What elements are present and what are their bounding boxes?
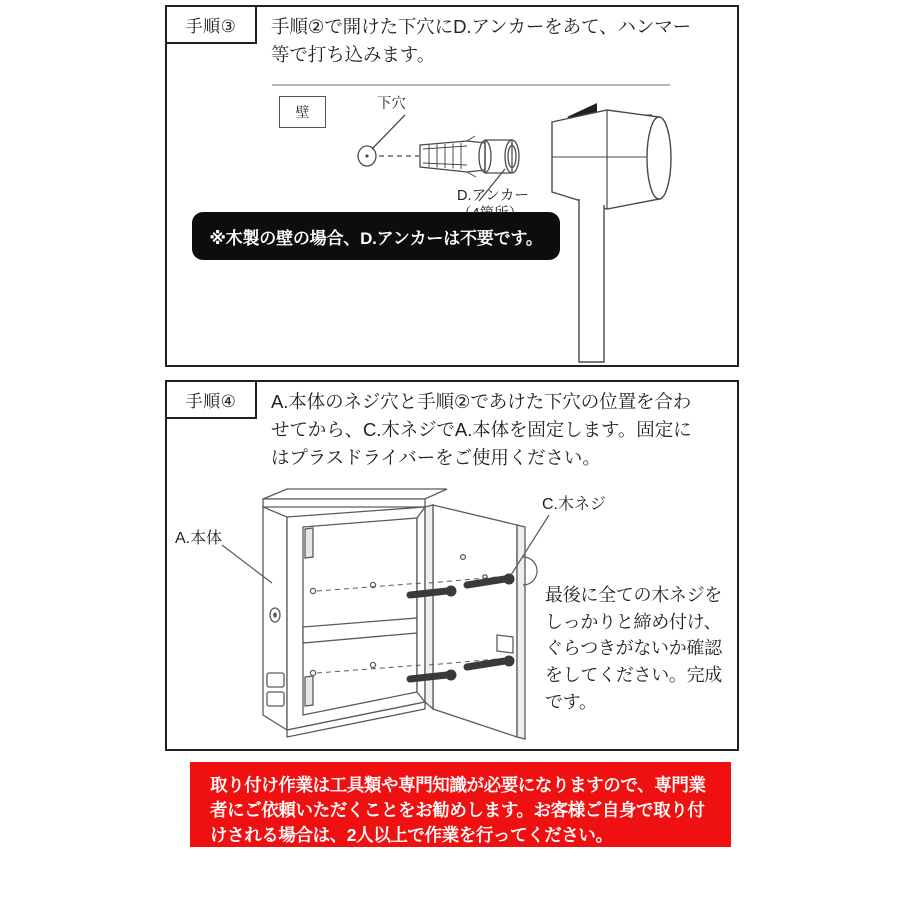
- wall-box-label: 壁: [279, 96, 326, 128]
- cabinet-interior-back: [303, 518, 417, 715]
- cabinet-top-hinge: [305, 528, 313, 558]
- cabinet-door-handle: [497, 635, 513, 653]
- step-3-tag: 手順③: [167, 7, 257, 44]
- step-4-instruction-paragraph: A.本体のネジ穴と手順②であけた下穴の位置を合わせてから、C.木ネジでA.本体を固定します。固定にはプラスドライバーをご使用ください。: [271, 391, 692, 469]
- step-4-panel: [165, 380, 739, 751]
- step-3-panel: [165, 5, 739, 367]
- cabinet-right-jamb: [417, 507, 425, 702]
- cabinet-bottom-hinge: [305, 676, 313, 706]
- step-4-side-note-paragraph: 最後に全ての木ネジをしっかりと締め付け、ぐらつきがないか確認をしてください。完成です。: [545, 585, 722, 712]
- anchor-leader-line: [479, 169, 505, 201]
- screw-hole-upper-left: [310, 588, 315, 593]
- step-4-header: [167, 382, 719, 472]
- cabinet-top-cap-edge: [263, 499, 425, 507]
- step-3-instruction-paragraph: 手順②で開けた下穴にD.アンカーをあて、ハンマー等で打ち込みます。: [271, 16, 692, 66]
- mallet-handle: [579, 199, 604, 362]
- step-4-figure: [167, 487, 737, 749]
- wood-wall-note-text: ※木製の壁の場合、D.アンカーは不要です。: [209, 228, 543, 248]
- cabinet-top-cap: [263, 489, 447, 499]
- cabinet-lock-keyhole: [273, 612, 277, 617]
- anchor-label-line-1: D.アンカー: [457, 188, 529, 204]
- mallet-head-body: [552, 110, 659, 209]
- warning-banner: [190, 762, 731, 847]
- mallet-illustration: [552, 110, 671, 362]
- mallet-head-face: [647, 117, 671, 199]
- pilot-hole-label: 下穴: [377, 96, 406, 112]
- step-3-instruction-text: [257, 7, 719, 69]
- wood-screw-label: C.木ネジ: [542, 496, 607, 513]
- screw-hole-lower-right: [370, 662, 375, 667]
- cabinet-vent-lower: [267, 692, 284, 706]
- door-screw-hole-mark: [461, 555, 466, 560]
- cabinet-door-panel: [433, 505, 517, 737]
- pilot-hole-center-dot: [365, 154, 368, 157]
- step-4-tag: 手順④: [167, 382, 257, 419]
- cabinet-vent-upper: [267, 673, 284, 687]
- warning-banner-text: 取り付け作業は工具類や専門知識が必要になりますので、専門業者にご依頼いただくことをお勧めします。お客様ご自身で取り付けされる場合は、2人以上で作業を行ってください。: [210, 775, 706, 845]
- step-3-header: [167, 7, 719, 69]
- step-4-instruction-text: [257, 382, 719, 472]
- pilot-hole-leader-line: [372, 115, 405, 149]
- cabinet-mounting-illustration: [167, 487, 737, 749]
- cabinet-body-label: A.本体: [175, 530, 223, 547]
- screw-hole-lower-left: [310, 670, 315, 675]
- wood-wall-note-callout: [192, 212, 560, 260]
